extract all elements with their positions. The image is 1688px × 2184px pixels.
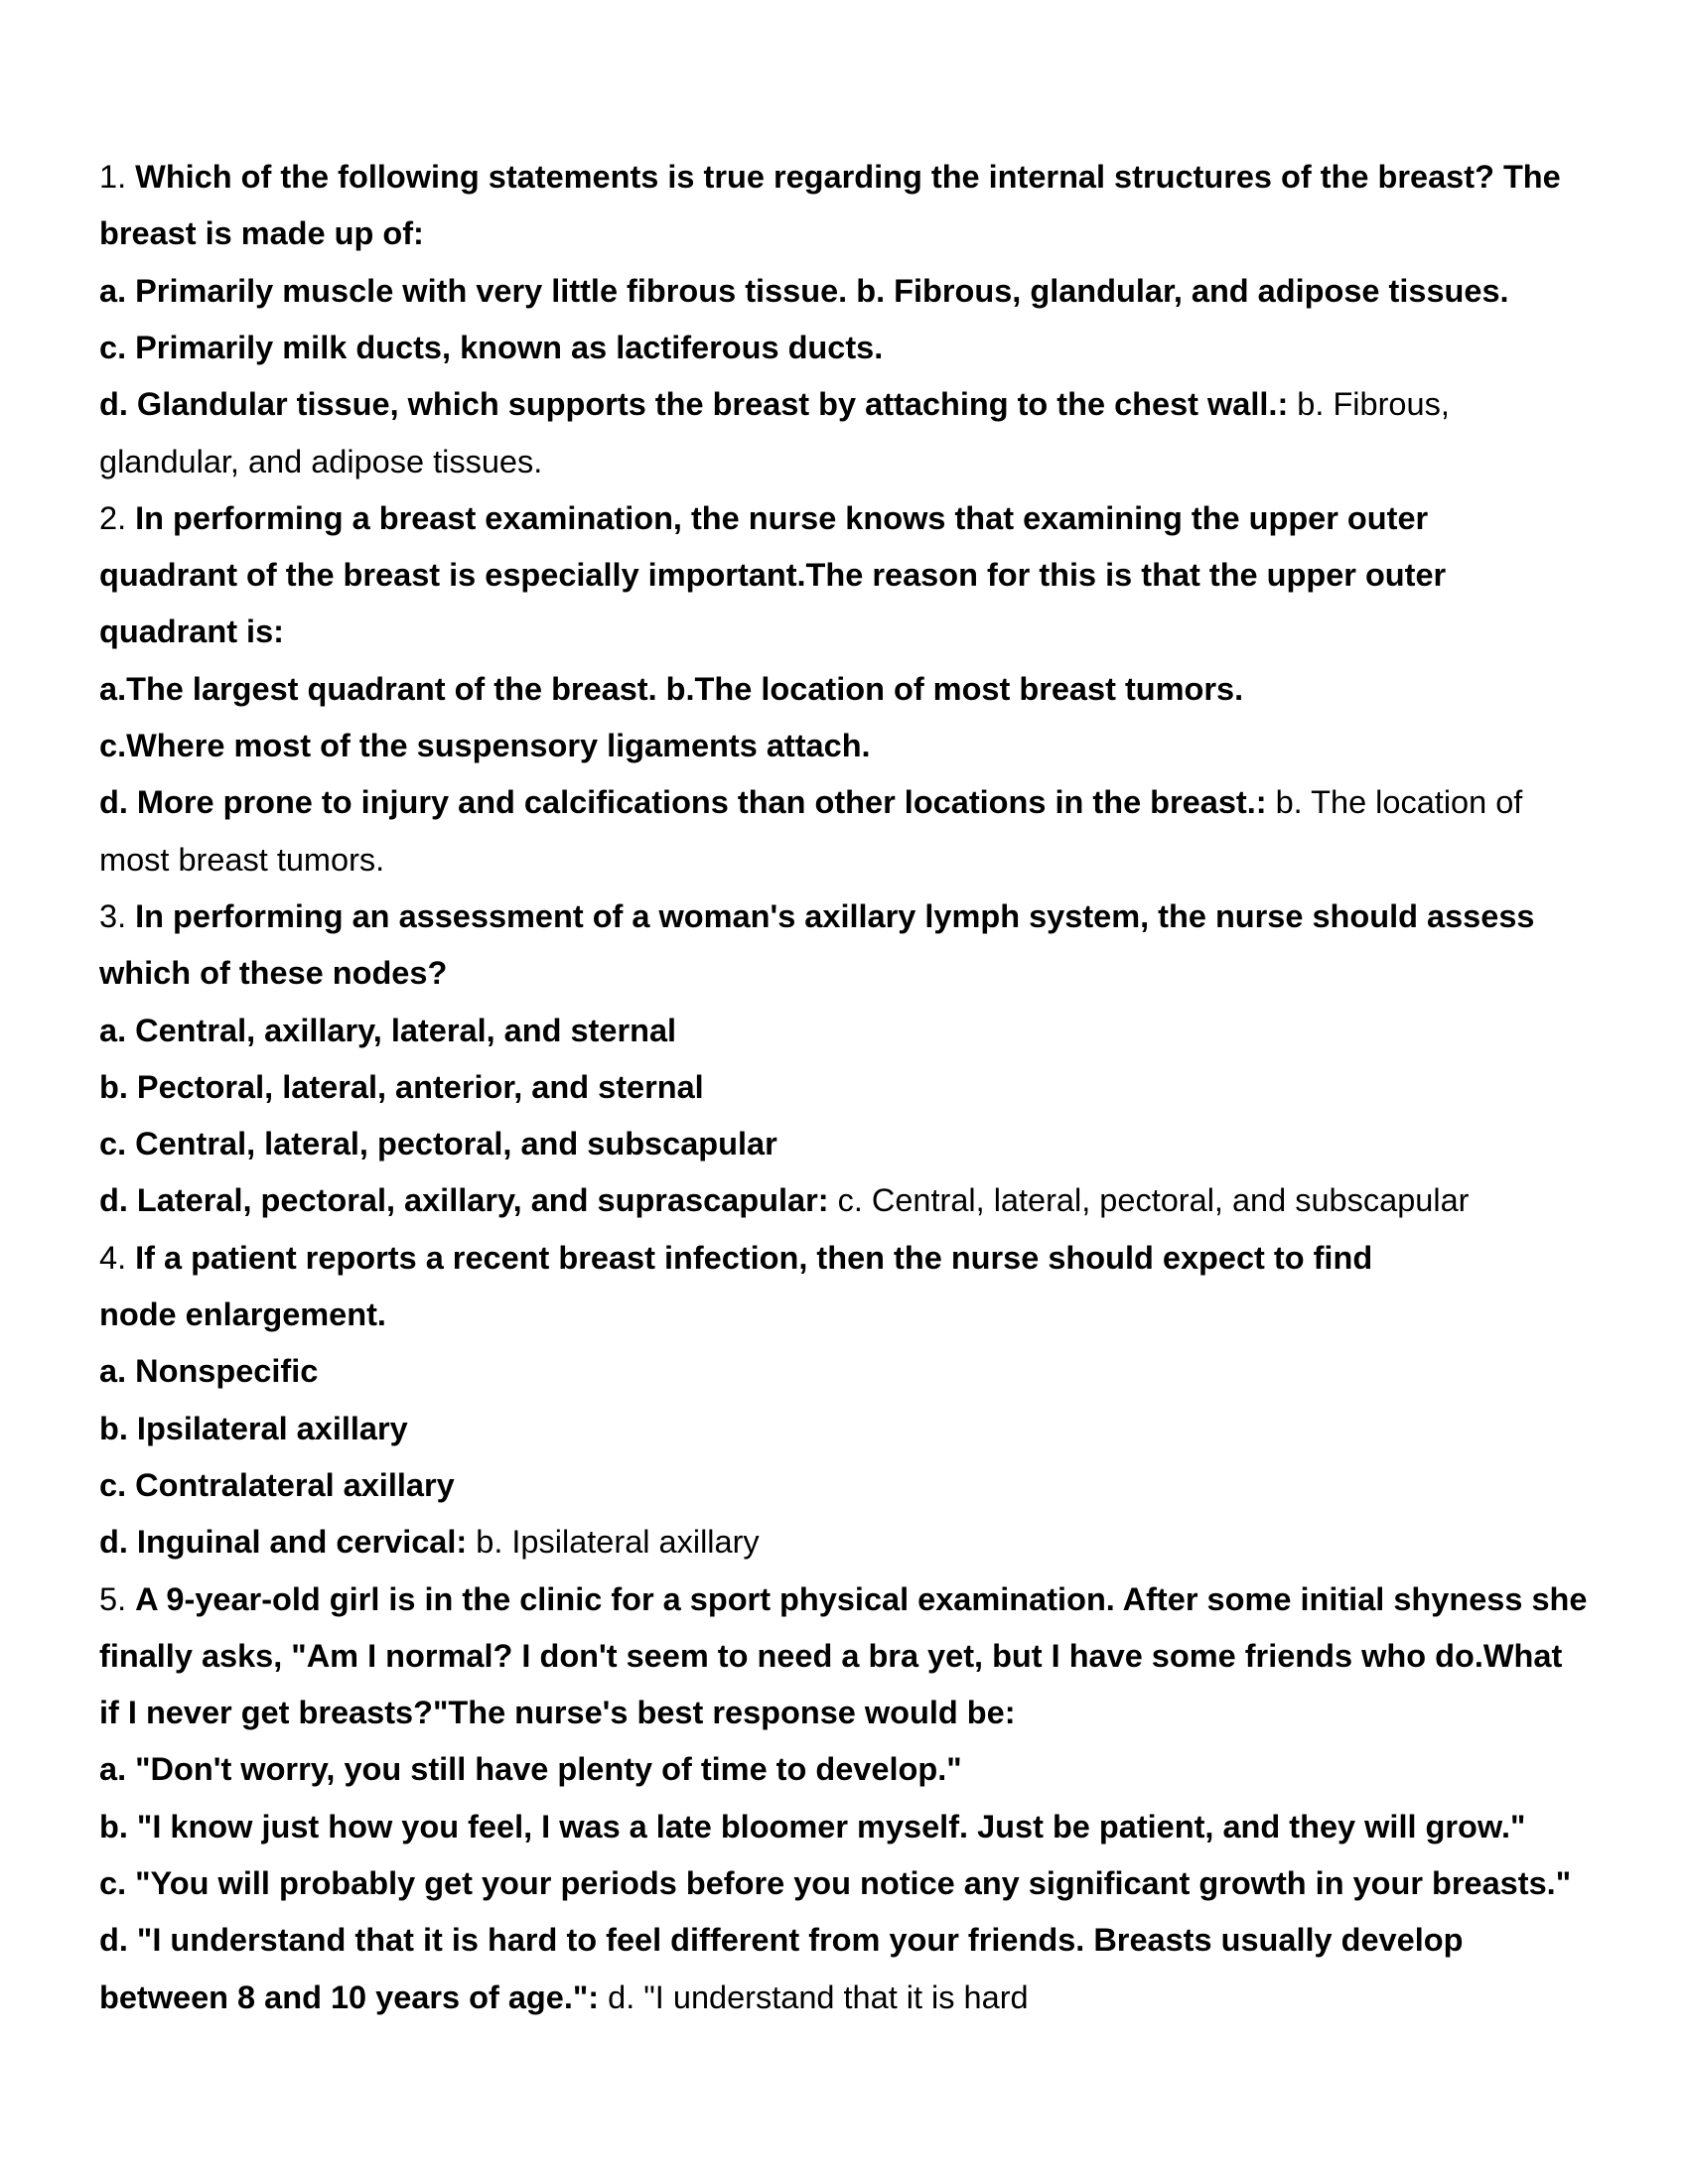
text-line [99,953,447,993]
text-line [99,213,424,253]
text-line [99,1238,1372,1278]
question-text: b. Ipsilateral axillary [99,1410,408,1446]
answer-text: most breast tumors. [99,841,385,878]
question-text: c. Primarily milk ducts, known as lactiferous ducts. [99,329,884,365]
question-text: between 8 and 10 years of age.": [99,1979,600,2015]
answer-text: b. The location of [1266,784,1523,821]
text-line [99,669,1243,709]
question-text: b. Pectoral, lateral, anterior, and sternal [99,1068,704,1105]
question-number: 3. [99,897,136,934]
text-line [99,1295,386,1334]
text-line [99,726,871,765]
text-line [99,1409,408,1448]
question-text: b. "I know just how you feel, I was a late bloomer myself. Just be patient, and they will grow." [99,1808,1526,1844]
text-line [99,1011,676,1050]
question-text: a. Central, axillary, lateral, and sternal [99,1012,677,1048]
question-number: 1. [99,159,136,195]
question-text: c.Where most of the suspensory ligaments attach. [99,728,871,763]
text-line [99,1636,1562,1676]
question-text: A 9-year-old girl is in the clinic for a sport physical examination. After some initial shyness she [135,1580,1588,1617]
question-text: d. Inguinal and cervical: [99,1524,468,1561]
text-line [99,498,1428,538]
text-line [99,1863,1571,1903]
text-line [99,1807,1525,1846]
question-text: If a patient reports a recent breast infection, then the nurse should expect to find [135,1239,1373,1276]
question-number: 4. [99,1239,136,1276]
text-line [99,157,1561,197]
question-text: if I never get breasts?"The nurse's best response would be: [99,1695,1016,1731]
question-text: d. More prone to injury and calcifications than other locations in the breast.: [99,784,1267,821]
question-text: In performing an assessment of a woman's axillary lymph system, the nurse should assess [135,897,1535,934]
question-text: d. Lateral, pectoral, axillary, and suprascapular: [99,1182,829,1219]
question-text: quadrant of the breast is especially important.The reason for this is that the upper outer [99,557,1447,594]
question-text: breast is made up of: [99,215,424,252]
answer-text: c. Central, lateral, pectoral, and subscapular [828,1182,1470,1219]
question-text: a.The largest quadrant of the breast. b.The location of most breast tumors. [99,670,1244,707]
text-line [99,442,542,481]
question-text: c. Central, lateral, pectoral, and subscapular [99,1126,777,1162]
answer-text: b. Fibrous, [1288,386,1450,423]
text-line [99,1351,318,1391]
question-text: In performing a breast examination, the nurse knows that examining the upper outer [135,499,1429,536]
question-text: node enlargement. [99,1297,386,1332]
question-text: d. Glandular tissue, which supports the breast by attaching to the chest wall.: [99,386,1289,423]
text-line [99,1180,1469,1220]
question-text: quadrant is: [99,614,284,650]
text-line [99,271,1509,311]
text-line [99,782,1522,822]
question-text: c. "You will probably get your periods before you notice any significant growth in your breasts." [99,1865,1572,1901]
text-line [99,612,284,651]
text-line [99,328,883,367]
question-text: a. "Don't worry, you still have plenty of time to develop." [99,1751,962,1788]
answer-text: glandular, and adipose tissues. [99,443,543,479]
text-line [99,555,1446,595]
question-text: finally asks, "Am I normal? I don't seem to need a bra yet, but I have some friends who do.What [99,1637,1563,1674]
text-line [99,1522,760,1562]
text-line [99,896,1534,936]
text-line [99,1978,1029,2017]
text-line [99,1920,1463,1960]
text-line [99,384,1450,424]
question-text: Which of the following statements is true regarding the internal structures of the breast? The [135,159,1561,195]
answer-text: d. "I understand that it is hard [599,1979,1029,2015]
text-line [99,1693,1016,1732]
question-text: a. Nonspecific [99,1353,319,1390]
question-text: c. Contralateral axillary [99,1466,455,1503]
text-line [99,840,384,880]
question-text: a. Primarily muscle with very little fibrous tissue. b. Fibrous, glandular, and adipose tissues. [99,272,1509,309]
answer-text: b. Ipsilateral axillary [467,1524,760,1561]
text-line [99,1124,777,1163]
question-text: d. "I understand that it is hard to feel different from your friends. Breasts usually develop [99,1922,1464,1959]
text-line [99,1067,704,1107]
text-line [99,1749,962,1789]
text-line [99,1465,455,1505]
question-number: 5. [99,1580,136,1617]
text-line [99,1579,1587,1619]
question-number: 2. [99,499,136,536]
question-text: which of these nodes? [99,955,448,992]
